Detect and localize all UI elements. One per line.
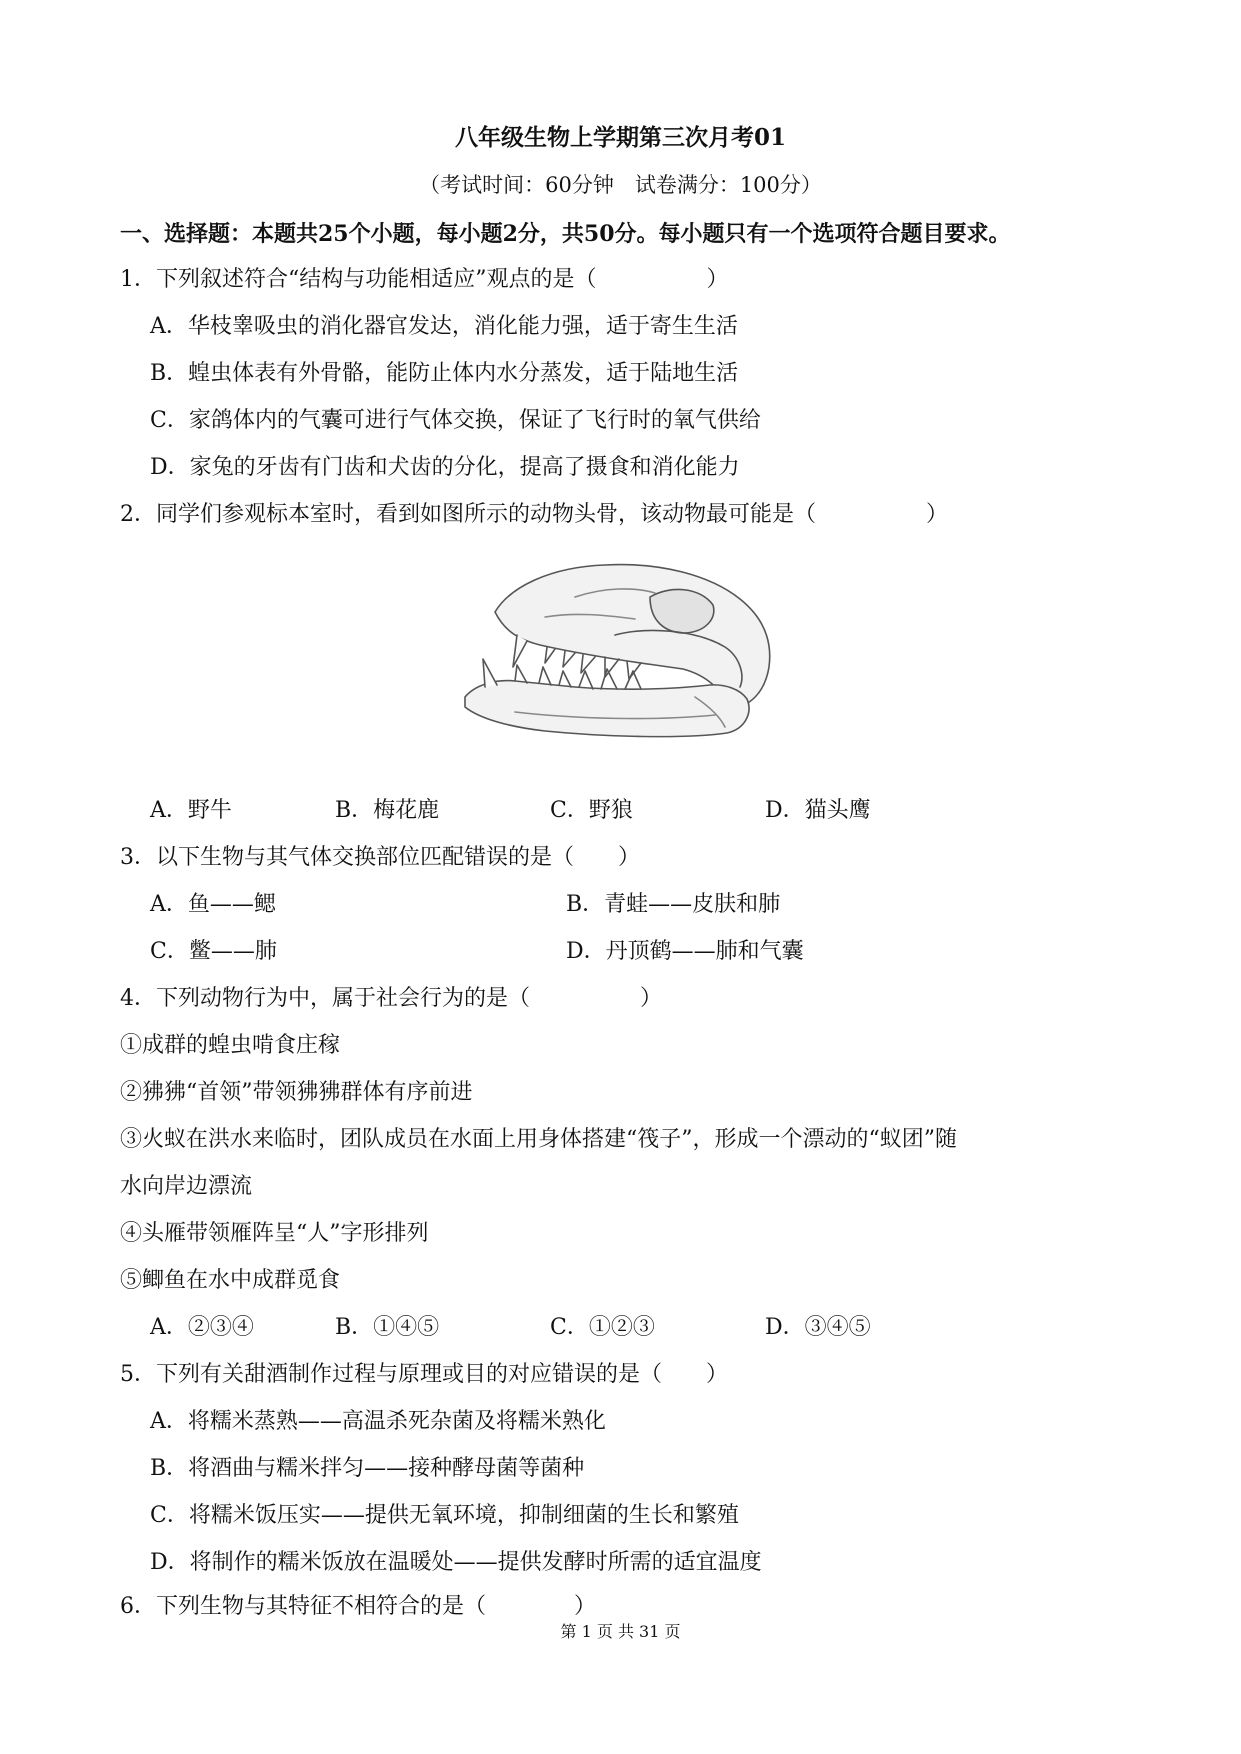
question-4-option-a: A．②③④ bbox=[150, 1315, 254, 1340]
question-4-stem: 4．下列动物行为中，属于社会行为的是（ ） bbox=[120, 986, 662, 1011]
question-2-stem: 2．同学们参观标本室时，看到如图所示的动物头骨，该动物最可能是（ ） bbox=[120, 502, 948, 527]
question-5-option-a: A．将糯米蒸熟——高温杀死杂菌及将糯米熟化 bbox=[150, 1409, 606, 1434]
question-4-option-b: B．①④⑤ bbox=[335, 1315, 440, 1340]
question-4-option-c: C．①②③ bbox=[550, 1315, 655, 1340]
question-3-option-b: B．青蛙——皮肤和肺 bbox=[566, 892, 781, 917]
page-footer: 第 1 页 共 31 页 bbox=[560, 1622, 681, 1641]
question-4-item: 水向岸边漂流 bbox=[120, 1174, 253, 1199]
question-2-option-b: B．梅花鹿 bbox=[335, 798, 440, 823]
question-4-item: ③火蚁在洪水来临时，团队成员在水面上用身体搭建“筏子”，形成一个漂动的“蚁团”随 bbox=[120, 1127, 957, 1152]
question-4-option-d: D．③④⑤ bbox=[765, 1315, 871, 1340]
question-4-item: ②狒狒“首领”带领狒狒群体有序前进 bbox=[120, 1080, 473, 1105]
question-1-option-c: C．家鸽体内的气囊可进行气体交换，保证了飞行时的氧气供给 bbox=[150, 408, 761, 433]
question-3-option-d: D．丹顶鹤——肺和气囊 bbox=[566, 939, 804, 964]
question-4-item: ④头雁带领雁阵呈“人”字形排列 bbox=[120, 1221, 429, 1246]
section-heading: 一、选择题：本题共25个小题，每小题2分，共50分。每小题只有一个选项符合题目要求。 bbox=[120, 221, 1011, 247]
exam-info: （考试时间：60分钟 试卷满分：100分） bbox=[419, 173, 822, 197]
question-3-option-c: C．鳖——肺 bbox=[150, 939, 277, 964]
question-3-stem: 3．以下生物与其气体交换部位匹配错误的是（ ） bbox=[120, 845, 640, 870]
question-4-item: ⑤鲫鱼在水中成群觅食 bbox=[120, 1268, 341, 1293]
question-2-option-a: A．野牛 bbox=[150, 798, 232, 823]
page-title: 八年级生物上学期第三次月考01 bbox=[454, 124, 786, 151]
question-2-option-c: C．野狼 bbox=[550, 798, 633, 823]
question-4-item: ①成群的蝗虫啃食庄稼 bbox=[120, 1033, 341, 1058]
skull-illustration bbox=[455, 557, 790, 743]
question-1-option-b: B．蝗虫体表有外骨骼，能防止体内水分蒸发，适于陆地生活 bbox=[150, 361, 739, 386]
question-1-option-a: A．华枝睾吸虫的消化器官发达，消化能力强，适于寄生生活 bbox=[150, 314, 738, 339]
question-6-stem: 6．下列生物与其特征不相符合的是（ ） bbox=[120, 1594, 596, 1619]
skull-figure bbox=[455, 557, 790, 743]
question-5-option-b: B．将酒曲与糯米拌匀——接种酵母菌等菌种 bbox=[150, 1456, 585, 1481]
question-5-option-d: D．将制作的糯米饭放在温暖处——提供发酵时所需的适宜温度 bbox=[150, 1550, 762, 1575]
question-1-option-d: D．家兔的牙齿有门齿和犬齿的分化，提高了摄食和消化能力 bbox=[150, 455, 740, 480]
question-5-option-c: C．将糯米饭压实——提供无氧环境，抑制细菌的生长和繁殖 bbox=[150, 1503, 739, 1528]
question-5-stem: 5．下列有关甜酒制作过程与原理或目的对应错误的是（ ） bbox=[120, 1362, 728, 1387]
question-2-option-d: D．猫头鹰 bbox=[765, 798, 871, 823]
question-3-option-a: A．鱼——鳃 bbox=[150, 892, 276, 917]
question-1-stem: 1．下列叙述符合“结构与功能相适应”观点的是（ ） bbox=[120, 267, 729, 292]
